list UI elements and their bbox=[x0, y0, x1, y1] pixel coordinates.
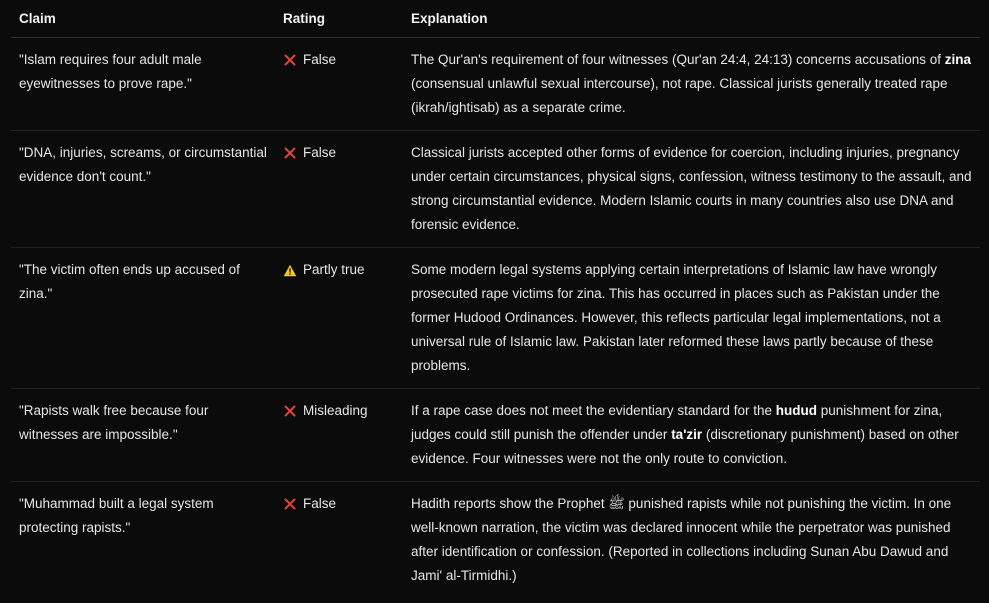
rating-label: Partly true bbox=[303, 262, 365, 277]
claim-cell: "Islam requires four adult male eyewitnesses to prove rape." bbox=[11, 38, 275, 131]
header-explanation: Explanation bbox=[403, 0, 980, 38]
claim-cell: "Muhammad built a legal system protecting rapists." bbox=[19, 496, 214, 535]
header-claim: Claim bbox=[11, 0, 275, 38]
explanation-bold-term: zina bbox=[944, 52, 972, 67]
rating-cell bbox=[275, 131, 403, 248]
table-row bbox=[11, 482, 980, 599]
explanation-bold-term: ta'zir bbox=[671, 427, 703, 442]
cross-icon bbox=[283, 497, 297, 511]
claim-cell: "The victim often ends up accused of zina." bbox=[11, 248, 275, 389]
fact-check-table bbox=[11, 0, 980, 598]
cross-icon bbox=[283, 146, 297, 160]
rating-label: False bbox=[303, 145, 337, 160]
rating-label: False bbox=[303, 52, 337, 67]
explanation-text: Classical jurists accepted other forms of evidence for coercion, including injuries, pregnancy under certain circumstances, physical signs, confession, witness testimony to the assault, and strong circumstantial evidence. Modern Islamic courts in many countries also use DNA and forensic evidence. bbox=[411, 145, 972, 232]
claim-cell: "DNA, injuries, screams, or circumstantial evidence don't count." bbox=[11, 131, 275, 248]
rating-cell bbox=[275, 389, 403, 482]
cross-icon bbox=[283, 404, 297, 418]
header-row bbox=[11, 0, 980, 38]
header-rating: Rating bbox=[275, 0, 403, 38]
table-row bbox=[11, 389, 980, 482]
warning-icon bbox=[283, 263, 297, 277]
explanation-cell bbox=[403, 38, 980, 131]
explanation-text: (consensual unlawful sexual intercourse), not rape. Classical jurists generally treated rape (ikrah/ightisab) as a separate crime. bbox=[411, 76, 948, 115]
rating-cell bbox=[275, 482, 403, 599]
explanation-text: Some modern legal systems applying certain interpretations of Islamic law have wrongly prosecuted rape victims for zina. This has occurred in places such as Pakistan under the former Hudood Ordinances. However, this reflects particular legal implementations, not a universal rule of Islamic law. Pakistan later reformed these laws partly because of these problems. bbox=[411, 262, 941, 373]
explanation-text: punishment for zina, judges could still punish the offender under bbox=[411, 403, 943, 442]
table-row bbox=[11, 248, 980, 389]
explanation-cell bbox=[403, 482, 980, 599]
claim-cell: "Rapists walk free because four witnesses are impossible." bbox=[11, 389, 275, 482]
explanation-cell bbox=[403, 248, 980, 389]
explanation-bold-term: hudud bbox=[775, 403, 817, 418]
table-row bbox=[11, 131, 980, 248]
explanation-text: The Qur'an's requirement of four witnesses (Qur'an 24:4, 24:13) concerns accusations of bbox=[411, 52, 945, 67]
explanation-text: If a rape case does not meet the evidentiary standard for the bbox=[411, 403, 776, 418]
rating-label: Misleading bbox=[303, 403, 368, 418]
rating-label: False bbox=[303, 496, 337, 511]
explanation-text: Hadith reports show the Prophet ﷺ punished rapists while not punishing the victim. In one well-known narration, the victim was declared innocent while the perpetrator was punished after identification or confession. (Reported in collections including Sunan Abu Dawud and Jami' al-Tirmidhi.) bbox=[411, 496, 952, 583]
explanation-cell bbox=[403, 131, 980, 248]
rating-cell bbox=[275, 248, 403, 389]
table-row bbox=[11, 38, 980, 131]
explanation-cell bbox=[403, 389, 980, 482]
explanation-text: (discretionary punishment) based on other evidence. Four witnesses were not the only route to conviction. bbox=[411, 427, 959, 466]
rating-cell bbox=[275, 38, 403, 131]
cross-icon bbox=[283, 53, 297, 67]
